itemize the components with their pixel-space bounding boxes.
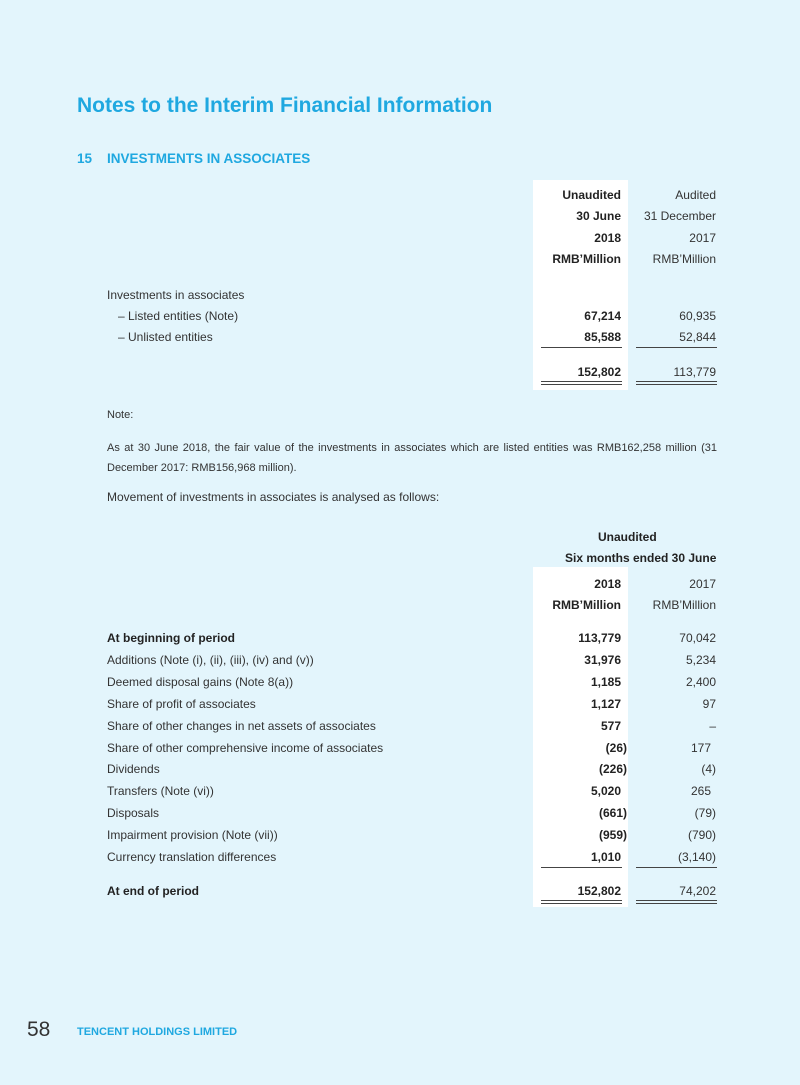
t1-total-double-rule-1: [541, 381, 622, 385]
t1-subtotal-rule-1: [541, 347, 622, 348]
t2-row-label: Deemed disposal gains (Note 8(a)): [107, 675, 294, 689]
page-title: Notes to the Interim Financial Information: [77, 94, 493, 117]
t1-total-v2: 113,779: [673, 365, 716, 379]
t2-row-v2: 97: [702, 697, 716, 711]
t2-super-header-1: Unaudited: [598, 530, 657, 544]
t2-col1-h2: RMB’Million: [552, 598, 621, 612]
t1-row-v2: 60,935: [679, 309, 716, 323]
t2-col1-h1: 2018: [594, 577, 621, 591]
t1-group-label: Investments in associates: [107, 288, 245, 302]
t1-subtotal-rule-2: [636, 347, 717, 348]
t2-row-label: Dividends: [107, 762, 160, 776]
movement-intro: Movement of investments in associates is analysed as follows:: [107, 490, 440, 504]
t2-row-v1: 113,779: [578, 631, 621, 645]
t2-row-v2: 177: [690, 741, 711, 755]
t1-col2-h3: 2017: [689, 231, 716, 245]
t1-col2-h1: Audited: [675, 188, 716, 202]
t2-row-v1: 1,127: [590, 697, 621, 711]
t1-col2-h2: 31 December: [643, 209, 716, 223]
t2-subtotal-rule-2: [636, 867, 717, 868]
t2-row-label: Currency translation differences: [107, 850, 277, 864]
t1-row-v1: 85,588: [584, 330, 621, 344]
t2-row-v2: 265: [690, 784, 711, 798]
page-number: 58: [27, 1018, 51, 1041]
t2-row-v2: (3,140): [677, 850, 716, 864]
t1-col2-h4: RMB’Million: [652, 252, 716, 266]
section-number: 15: [77, 151, 93, 166]
t2-row-v2: (4): [701, 762, 716, 776]
t2-total-double-rule-2: [636, 900, 717, 904]
t2-row-v2: 5,234: [685, 653, 716, 667]
t2-row-v2: 70,042: [679, 631, 716, 645]
t2-row-v2: (79): [694, 806, 716, 820]
t2-row-label: Impairment provision (Note (vii)): [107, 828, 278, 842]
t1-total-double-rule-2: [636, 381, 717, 385]
t2-row-label: Transfers (Note (vi)): [107, 784, 214, 798]
t2-total-v2: 74,202: [679, 884, 716, 898]
t1-col1-h1: Unaudited: [562, 188, 621, 202]
t2-row-label: Share of other comprehensive income of associates: [107, 741, 384, 755]
t1-row-v1: 67,214: [584, 309, 621, 323]
t1-row-label: – Listed entities (Note): [118, 309, 239, 323]
t1-col1-h4: RMB’Million: [552, 252, 621, 266]
t2-row-label: Disposals: [107, 806, 160, 820]
t2-row-v1: (661): [598, 806, 627, 820]
t1-total-v1: 152,802: [577, 365, 621, 379]
t2-row-label: At beginning of period: [107, 631, 235, 645]
t2-row-v1: 577: [600, 719, 621, 733]
t1-row-v2: 52,844: [679, 330, 716, 344]
t2-col2-h1: 2017: [689, 577, 716, 591]
t2-col2-h2: RMB’Million: [652, 598, 716, 612]
t2-row-v2: (790): [687, 828, 716, 842]
note-label: Note:: [107, 409, 134, 421]
section-heading: [77, 151, 310, 166]
t2-row-v2: –: [709, 719, 716, 733]
t1-col1-h3: 2018: [594, 231, 621, 245]
t2-row-v2: 2,400: [685, 675, 716, 689]
t1-col1-h2: 30 June: [576, 209, 621, 223]
t2-row-v1: (26): [605, 741, 627, 755]
company-name: TENCENT HOLDINGS LIMITED: [77, 1026, 238, 1038]
t2-subtotal-rule-1: [541, 867, 622, 868]
t2-row-v1: 1,010: [590, 850, 621, 864]
t2-row-label: Share of other changes in net assets of associates: [107, 719, 376, 733]
t2-total-v1: 152,802: [577, 884, 621, 898]
t2-total-double-rule-1: [541, 900, 622, 904]
t2-super-header-2: Six months ended 30 June: [565, 551, 717, 565]
t2-row-v1: 5,020: [590, 784, 621, 798]
t1-row-label: – Unlisted entities: [118, 330, 213, 344]
t2-row-v1: (959): [598, 828, 627, 842]
section-title: INVESTMENTS IN ASSOCIATES: [107, 151, 311, 166]
t2-row-v1: 31,976: [584, 653, 621, 667]
t2-total-label: At end of period: [107, 884, 199, 898]
t2-row-v1: (226): [598, 762, 627, 776]
t2-row-label: Share of profit of associates: [107, 697, 256, 711]
t2-row-v1: 1,185: [590, 675, 621, 689]
t2-row-label: Additions (Note (i), (ii), (iii), (iv) and (v)): [107, 653, 314, 667]
note-text: As at 30 June 2018, the fair value of the investments in associates which are listed entities was RMB162,258 million (31 December 2017: RMB156,968 million).: [107, 442, 717, 474]
